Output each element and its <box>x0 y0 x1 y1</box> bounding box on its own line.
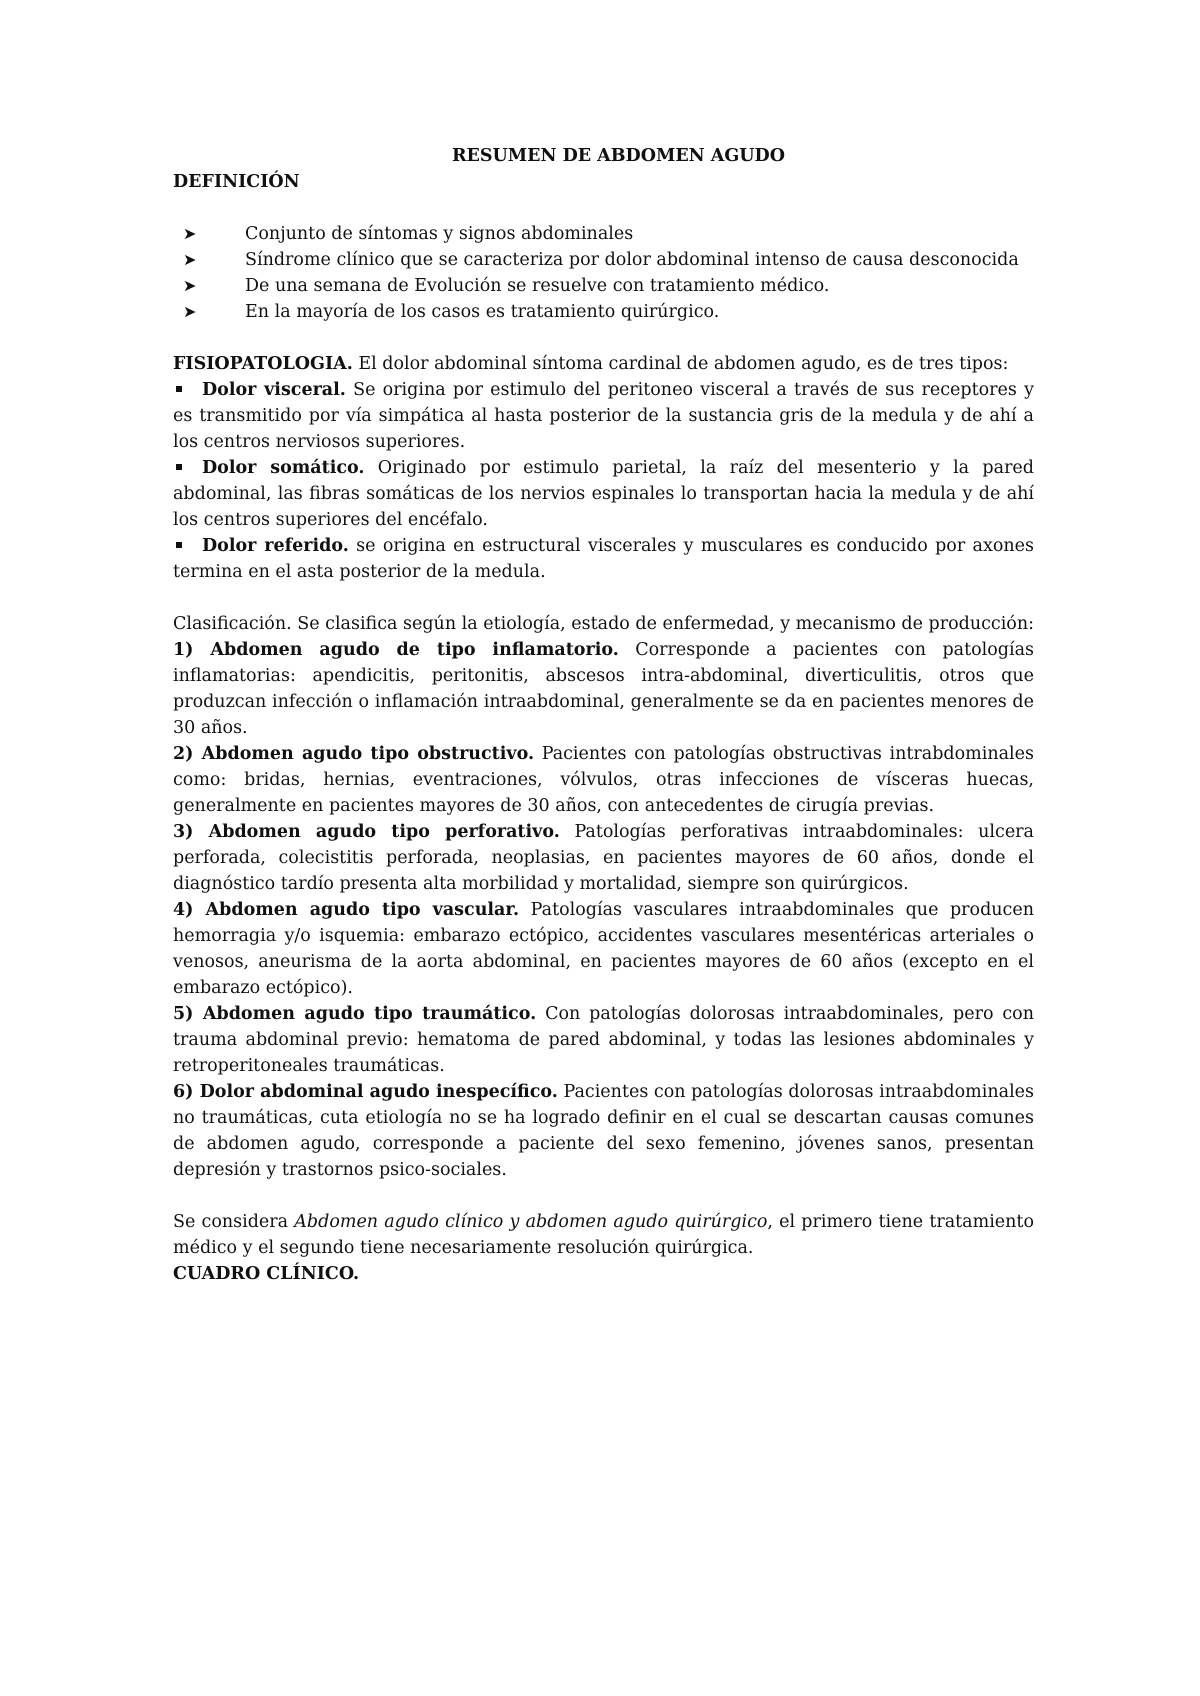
definicion-item <box>173 221 1034 247</box>
cuadro-clinico-heading: CUADRO CLÍNICO. <box>173 1264 360 1284</box>
dolor-item-text: Originado por estimulo parietal, la raíz del mesenterio y la pared abdominal, las fibras somáticas de los nervios espinales lo transportan hacia la medula y de ahí los centros superiores del encéfalo. <box>173 458 1034 530</box>
arrow-bullet-icon: ➤ <box>183 302 197 321</box>
clasificacion-item <box>173 1001 1034 1079</box>
dolor-item-label: Dolor visceral. <box>202 380 346 400</box>
spacer <box>173 585 1034 611</box>
clasificacion-item-label: 1) Abdomen agudo de tipo inflamatorio. <box>173 640 619 660</box>
fisiopatologia-intro-text: El dolor abdominal síntoma cardinal de abdomen agudo, es de tres tipos: <box>352 354 1009 374</box>
definicion-item <box>173 299 1034 325</box>
definicion-item <box>173 247 1034 273</box>
clasificacion-item-label: 3) Abdomen agudo tipo perforativo. <box>173 822 560 842</box>
clasificacion-item <box>173 819 1034 897</box>
clasificacion-item-label: 5) Abdomen agudo tipo traumático. <box>173 1004 537 1024</box>
definicion-item <box>173 273 1034 299</box>
clasificacion-item-label: 2) Abdomen agudo tipo obstructivo. <box>173 744 535 764</box>
conclusion-italic: Abdomen agudo clínico y abdomen agudo quirúrgico <box>294 1212 768 1232</box>
fisiopatologia-intro <box>173 351 1034 377</box>
definicion-list <box>173 221 1034 325</box>
clasificacion-item-text: Corresponde a pacientes con patologías inflamatorias: apendicitis, peritonitis, abscesos intra-abdominal, diverticulitis, otros que produzcan infección o inflamación intraabdominal, generalmente se da en pacientes menores de 30 años. <box>173 640 1035 738</box>
clasificacion-item <box>173 637 1034 741</box>
dolor-item-text: Se origina por estimulo del peritoneo visceral a través de sus receptores y es transmitido por vía simpática al hasta posterior de la sustancia gris de la medula y de ahí a los centros nerviosos superiores. <box>173 380 1034 452</box>
arrow-bullet-icon: ➤ <box>183 224 197 243</box>
definicion-item-text: De una semana de Evolución se resuelve con tratamiento médico. <box>245 276 830 296</box>
clasificacion-item <box>173 897 1034 1001</box>
square-bullet-icon <box>176 386 182 392</box>
dolor-item-label: Dolor somático. <box>202 458 365 478</box>
clasificacion-item-label: 4) Abdomen agudo tipo vascular. <box>173 900 520 920</box>
clasificacion-item-text: Patologías vasculares intraabdominales que producen hemorragia y/o isquemia: embarazo ectópico, accidentes vasculares mesentéricas arteriales o venosos, aneurisma de la aorta abdominal, en pacientes mayores de 60 años (excepto en el embarazo ectópico). <box>173 900 1034 998</box>
square-bullet-icon <box>176 542 182 548</box>
dolor-item-text: se origina en estructural viscerales y musculares es conducido por axones termina en el asta posterior de la medula. <box>173 536 1034 582</box>
clasificacion-item <box>173 1079 1034 1183</box>
definicion-item-text: Síndrome clínico que se caracteriza por dolor abdominal intenso de causa desconocida <box>245 250 1019 270</box>
spacer <box>173 325 1034 351</box>
arrow-bullet-icon: ➤ <box>183 250 197 269</box>
conclusion-post: , el primero tiene tratamiento médico y el segundo tiene necesariamente resolución quirúrgica. <box>173 1212 1034 1258</box>
conclusion-paragraph <box>173 1209 1034 1261</box>
clasificacion-intro: Clasificación. Se clasifica según la etiología, estado de enfermedad, y mecanismo de producción: <box>173 614 1035 634</box>
dolor-item-label: Dolor referido. <box>202 536 349 556</box>
clasificacion-item-text: Con patologías dolorosas intraabdominales, pero con trauma abdominal previo: hematoma de pared abdominal, y todas las lesiones abdominales y retroperitoneales traumáticas. <box>173 1004 1034 1076</box>
document-title: RESUMEN DE ABDOMEN AGUDO <box>452 146 785 166</box>
fisiopatologia-heading: FISIOPATOLOGIA. <box>173 354 353 374</box>
clasificacion-item-label: 6) Dolor abdominal agudo inespecífico. <box>173 1082 558 1102</box>
clasificacion-item-text: Pacientes con patologías dolorosas intraabdominales no traumáticas, cuta etiología no se ha logrado definir en el cual se descartan causas comunes de abdomen agudo, corresponde a paciente del sexo femenino, jóvenes sanos, presentan depresión y trastornos psico-sociales. <box>173 1082 1035 1180</box>
definicion-item-text: Conjunto de síntomas y signos abdominales <box>245 224 634 244</box>
definicion-heading: DEFINICIÓN <box>173 172 300 192</box>
clasificacion-item-text: Patologías perforativas intraabdominales: ulcera perforada, colecistitis perforada, neoplasias, en pacientes mayores de 60 años, donde el diagnóstico tardío presenta alta morbilidad y mortalidad, siempre son quirúrgicos. <box>173 822 1034 894</box>
definicion-item-text: En la mayoría de los casos es tratamiento quirúrgico. <box>245 302 720 322</box>
arrow-bullet-icon: ➤ <box>183 276 197 295</box>
conclusion-pre: Se considera <box>173 1212 295 1232</box>
square-bullet-icon <box>176 464 182 470</box>
dolor-item <box>173 377 1034 455</box>
clasificacion-item-text: Pacientes con patologías obstructivas intrabdominales como: bridas, hernias, eventraciones, vólvulos, otras infecciones de vísceras huecas, generalmente en pacientes mayores de 30 años, con antecedentes de cirugía previas. <box>173 744 1034 816</box>
dolor-item <box>173 455 1034 533</box>
clasificacion-item <box>173 741 1034 819</box>
dolor-item <box>173 533 1034 585</box>
spacer <box>173 195 1034 221</box>
spacer <box>173 1183 1034 1209</box>
